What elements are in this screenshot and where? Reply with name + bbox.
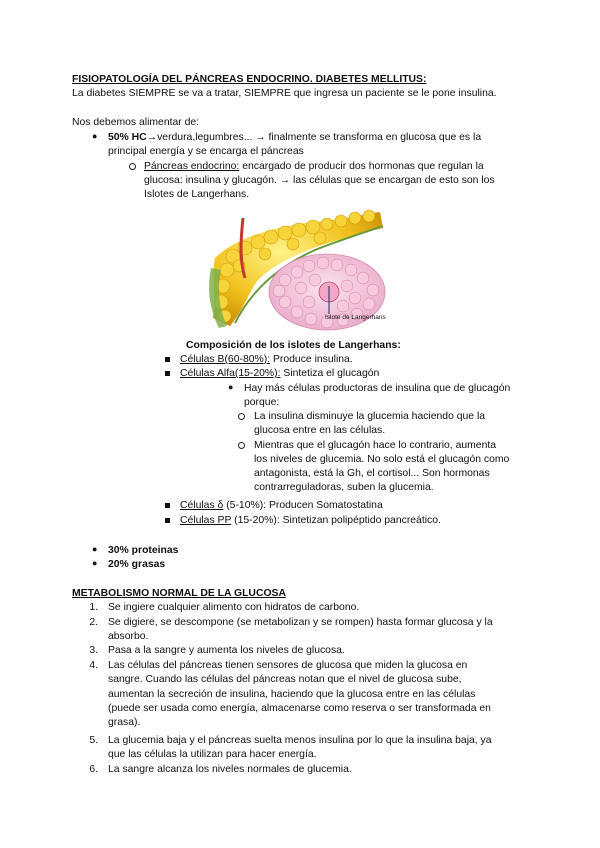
step-4-line-2: sangre. Cuando las células del páncreas notan que el nivel de glucosa sube,: [108, 674, 462, 685]
glucagon-line-2: los niveles de glucemia. No solo está el glucagón como: [254, 454, 510, 465]
more-insulin-line-2: porque:: [244, 397, 280, 408]
figure-label: Islote de Langerhans: [325, 314, 386, 321]
composition-title: Composición de los islotes de Langerhans:: [186, 340, 401, 351]
step-4-line-4: (puede ser usada como energía, almacenarse como reserva o ser transformada en: [108, 703, 491, 714]
step-4-line-1: Las células del páncreas tienen sensores de glucosa que miden la glucosa en: [108, 660, 468, 671]
pancreas-text: encargado de producir dos hormonas que regulan la: [239, 161, 484, 172]
metabolism-title: METABOLISMO NORMAL DE LA GLUCOSA: [72, 588, 286, 599]
step-4-line-3: aumentan la secreción de insulina, haciendo que la glucosa entre en las células: [108, 689, 476, 700]
proteins-item: 30% proteinas: [108, 545, 179, 556]
hc-line-1: [108, 131, 481, 144]
alfa-cells-text: Sintetiza el glucagón: [280, 368, 380, 379]
circle-bullet: [238, 413, 245, 420]
hc-bold: 50% HC: [108, 132, 147, 143]
beta-cells-item: [180, 353, 353, 366]
step-6: La sangre alcanza los niveles normales de glucemia.: [108, 764, 352, 775]
square-bullet: [165, 503, 170, 508]
pp-cells-item: [180, 514, 441, 527]
bullet-dot: ●: [92, 558, 98, 568]
pancreas-line-1: [144, 160, 484, 173]
pp-cells-label: Células PP: [180, 515, 232, 526]
intro-paragraph: La diabetes SIEMPRE se va a tratar, SIEMPRE que ingresa un paciente se le pone insulina.: [72, 88, 497, 99]
pancreas-line-2: glucosa: insulina y glucagón. → las células que se encargan de esto son los: [144, 175, 495, 186]
step-5-line-1: La glucemia baja y el páncreas suelta menos insulina por lo que la insulina baja, ya: [108, 735, 492, 746]
delta-cells-text: (5-10%): Producen Somatostatina: [223, 500, 383, 511]
bullet-dot: ●: [92, 544, 98, 554]
hc-text: →verdura,legumbres... → finalmente se transforma en glucosa que es la: [146, 132, 482, 143]
beta-cells-label: Células B(60-80%):: [180, 354, 271, 365]
square-bullet: [165, 357, 170, 362]
circle-bullet: [238, 442, 245, 449]
glucagon-line-1: Mientras que el glucagón hace lo contrario, aumenta: [254, 440, 497, 451]
step-number: 6.: [89, 764, 98, 775]
bullet-dot: ●: [228, 382, 234, 392]
document-title: FISIOPATOLOGÍA DEL PÁNCREAS ENDOCRINO. DIABETES MELLITUS:: [72, 74, 427, 85]
glucagon-line-3: antagonista, está la Gh, el cortisol... Son hormonas: [254, 468, 490, 479]
bullet-dot: ●: [92, 131, 98, 141]
beta-cells-text: Produce insulina.: [270, 354, 353, 365]
step-number: 3.: [89, 645, 98, 656]
step-number: 2.: [89, 617, 98, 628]
step-3: Pasa a la sangre y aumenta los niveles de glucosa.: [108, 645, 345, 656]
step-5-line-2: que las células la utilizan para hacer energía.: [108, 749, 317, 760]
glucagon-line-4: contrarreguladoras, suben la glucemia.: [254, 482, 434, 493]
circle-bullet: [129, 163, 136, 170]
step-2-line-2: absorbo.: [108, 631, 149, 642]
pancreas-line-3: Islotes de Langerhans.: [144, 189, 250, 200]
insulin-line-2: glucosa entre en las células.: [254, 425, 386, 436]
step-2-line-1: Se digiere, se descompone (se metabolizan y se rompen) hasta formar glucosa y la: [108, 617, 493, 628]
hc-line-2: principal energía y se encarga el páncreas: [108, 146, 304, 157]
pancreas-illustration-icon: [205, 208, 387, 336]
insulin-line-1: La insulina disminuye la glucemia haciendo que la: [254, 411, 486, 422]
more-insulin-line-1: Hay más células productoras de insulina que de glucagón: [244, 383, 511, 394]
pancreas-label: Páncreas endocrino:: [144, 161, 240, 172]
diet-intro: Nos debemos alimentar de:: [72, 117, 200, 128]
fats-item: 20% grasas: [108, 559, 166, 570]
delta-cells-label: Células δ: [180, 500, 224, 511]
alfa-cells-item: [180, 367, 379, 380]
step-1: Se ingiere cualquier alimento con hidratos de carbono.: [108, 602, 360, 613]
step-number: 4.: [89, 660, 98, 671]
square-bullet: [165, 371, 170, 376]
step-number: 5.: [89, 735, 98, 746]
step-number: 1.: [89, 602, 98, 613]
step-4-line-5: grasa).: [108, 717, 141, 728]
alfa-cells-label: Células Alfa(15-20%):: [180, 368, 281, 379]
square-bullet: [165, 518, 170, 523]
pp-cells-text: (15-20%): Sintetizan polipéptido pancreático.: [231, 515, 441, 526]
delta-cells-item: [180, 499, 383, 512]
